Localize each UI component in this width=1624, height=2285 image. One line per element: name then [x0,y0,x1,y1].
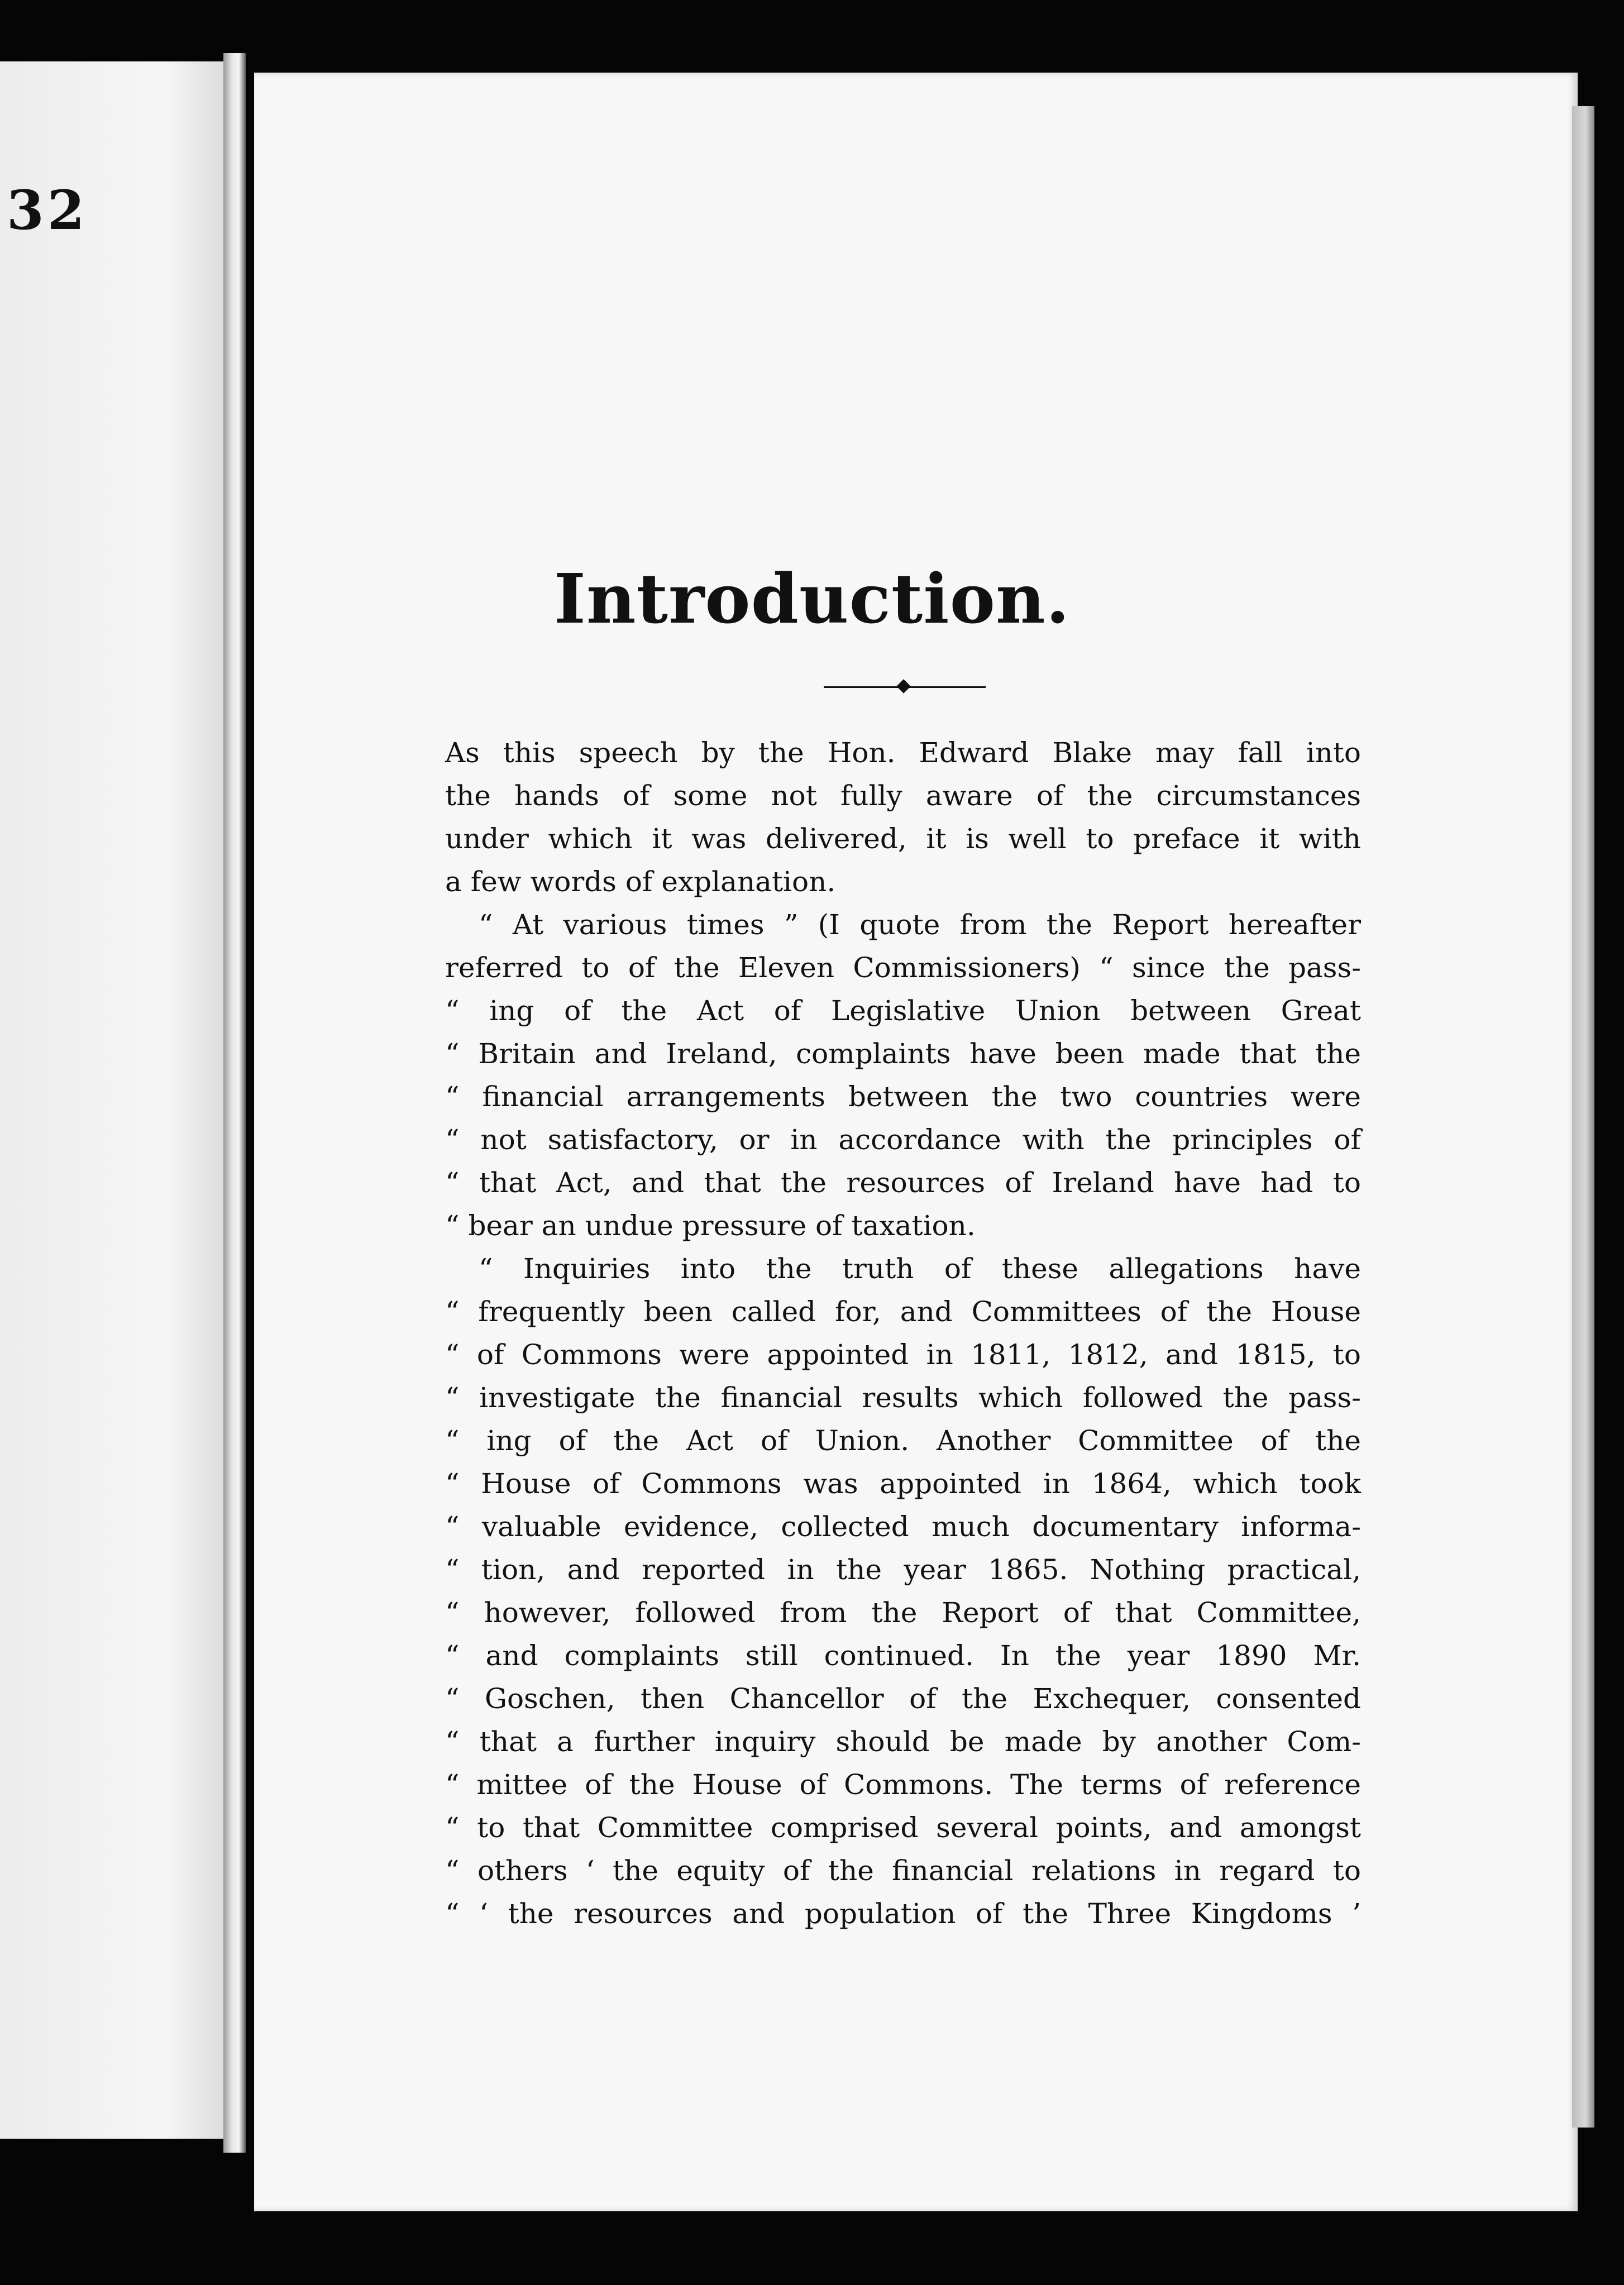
text-line: “ not satisfactory, or in accordance with the principles of [445,1124,1361,1156]
text-line: “ that a further inquiry should be made by another Com- [445,1725,1361,1758]
text-line: “ others ‘ the equity of the financial relations in regard to [445,1854,1361,1887]
text-line: “ however, followed from the Report of that Committee, [445,1596,1361,1629]
ornamental-divider [824,676,986,698]
text-line: “ investigate the financial results which followed the pass- [445,1381,1361,1414]
text-line: As this speech by the Hon. Edward Blake may fall into [445,737,1361,769]
left-page-edge [223,53,246,2153]
text-line: “ At various times ” (I quote from the Report hereafter [479,909,1361,941]
page-title: Introduction. [553,558,1071,639]
left-page-number: 32 [7,179,88,242]
text-line: “ Inquiries into the truth of these allegations have [479,1253,1361,1285]
text-line: “ tion, and reported in the year 1865. Nothing practical, [445,1553,1361,1586]
text-line: “ financial arrangements between the two countries were [445,1081,1361,1113]
main-page-edge [1572,106,1594,2128]
text-line: “ House of Commons was appointed in 1864, which took [445,1467,1361,1500]
text-line: “ and complaints still continued. In the year 1890 Mr. [445,1639,1361,1672]
text-line: “ bear an undue pressure of taxation. [445,1210,976,1242]
text-line: “ ing of the Act of Legislative Union between Great [445,995,1361,1027]
text-line: the hands of some not fully aware of the circumstances [445,780,1361,812]
text-line: referred to of the Eleven Commissioners) “ since the pass- [445,952,1361,984]
text-line: “ of Commons were appointed in 1811, 1812, and 1815, to [445,1339,1361,1371]
text-line: a few words of explanation. [445,866,836,898]
text-line: “ to that Committee comprised several points, and amongst [445,1811,1361,1844]
text-line: “ mittee of the House of Commons. The terms of reference [445,1768,1361,1801]
left-page [0,61,235,2139]
text-line: “ ing of the Act of Union. Another Committee of the [445,1424,1361,1457]
text-line: “ Goschen, then Chancellor of the Exchequer, consented [445,1682,1361,1715]
text-line: “ that Act, and that the resources of Ireland have had to [445,1167,1361,1199]
text-line: “ ‘ the resources and population of the Three Kingdoms ’ [445,1897,1361,1930]
divider-diamond-icon [896,679,910,693]
text-line: under which it was delivered, it is well to preface it with [445,823,1361,855]
text-line: “ Britain and Ireland, complaints have been made that the [445,1038,1361,1070]
introduction-body [445,732,1361,1935]
text-line: “ valuable evidence, collected much documentary informa- [445,1510,1361,1543]
text-line: “ frequently been called for, and Committees of the House [445,1296,1361,1328]
